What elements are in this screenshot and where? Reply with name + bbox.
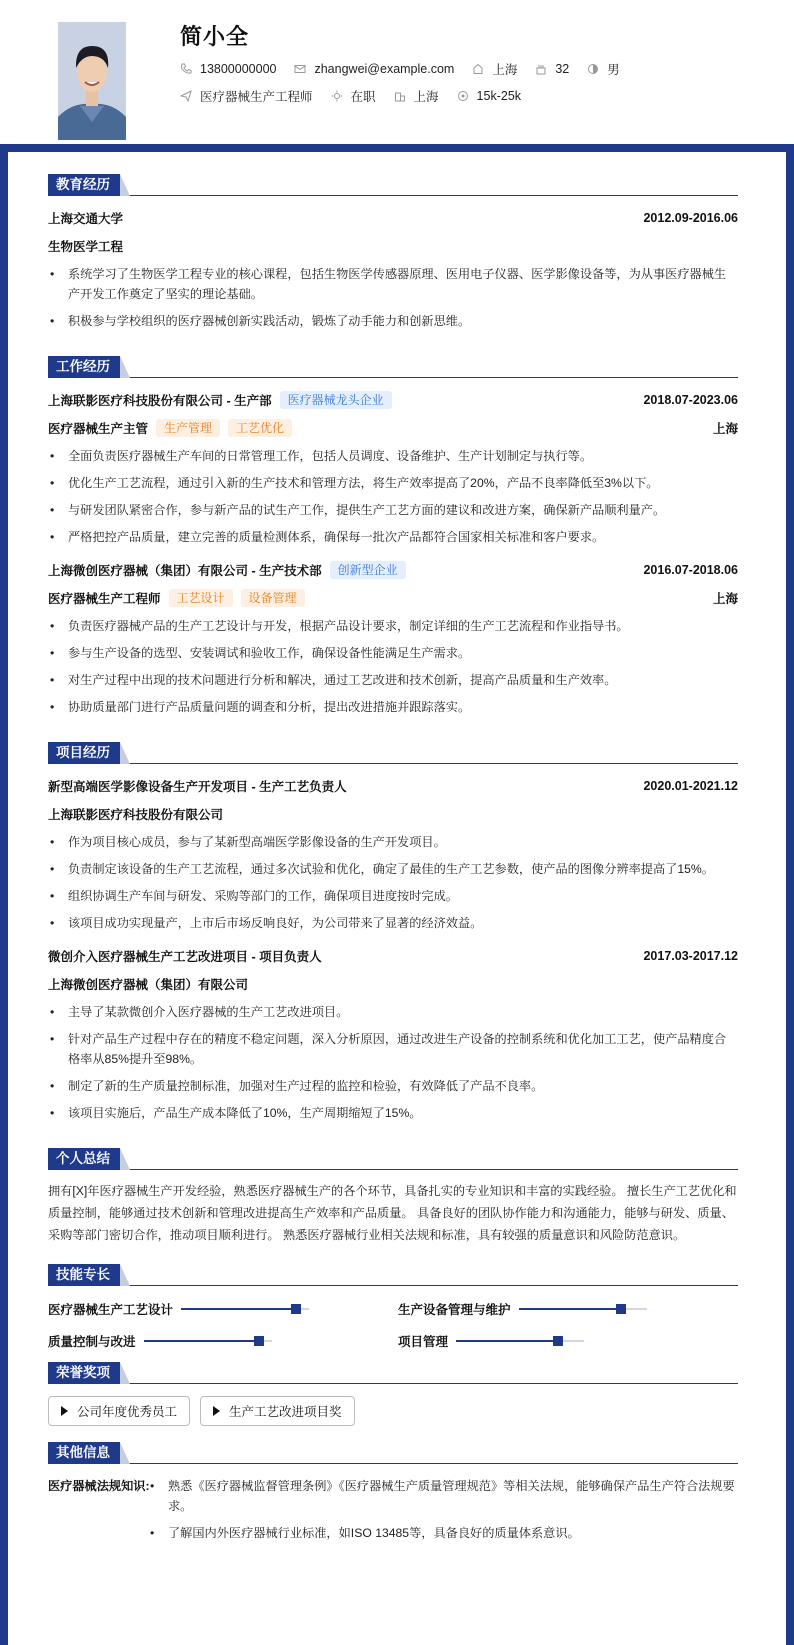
phone-text: 13800000000	[200, 62, 277, 76]
work-date: 2016.07-2018.06	[643, 563, 738, 577]
section-title: 其他信息	[48, 1442, 120, 1464]
work-date: 2018.07-2023.06	[643, 393, 738, 407]
city-icon	[394, 90, 406, 102]
target-city-text: 上海	[413, 90, 439, 104]
list-item: • 制定了新的生产质量控制标准，加强对生产过程的监控和检验，有效降低了产品不良率。	[48, 1076, 738, 1096]
education-section-header	[48, 172, 738, 196]
list-item: • 熟悉《医疗器械监督管理条例》《医疗器械生产质量管理规范》等相关法规，能够确保产品生产符合法规要求。	[148, 1476, 738, 1516]
salary-item	[457, 89, 521, 103]
role-name: 医疗器械生产工程师	[48, 592, 161, 606]
email-text: zhangwei@example.com	[314, 62, 455, 76]
contact-row	[180, 60, 638, 78]
resume-header	[0, 0, 794, 150]
play-icon	[213, 1406, 220, 1416]
gender-item	[587, 60, 620, 78]
section-title: 荣誉奖项	[48, 1362, 120, 1384]
resume-body	[48, 172, 738, 1550]
role-name: 医疗器械生产主管	[48, 422, 149, 436]
salary-text: 15k-25k	[476, 89, 522, 103]
other-bullets	[148, 1476, 738, 1550]
list-item: • 积极参与学校组织的医疗器械创新实践活动，锻炼了动手能力和创新思维。	[48, 311, 738, 331]
skill-fill	[519, 1308, 621, 1310]
list-item: • 作为项目核心成员，参与了某新型高端医学影像设备的生产开发项目。	[48, 832, 738, 852]
summary-section-header	[48, 1146, 738, 1170]
work-city: 上海	[712, 422, 738, 436]
award-label: 公司年度优秀员工	[77, 1405, 178, 1419]
section-title: 项目经历	[48, 742, 120, 764]
skill-item	[398, 1300, 647, 1318]
skill-knob	[291, 1304, 301, 1314]
work-city: 上海	[712, 592, 738, 606]
age-icon	[535, 63, 547, 75]
section-title: 教育经历	[48, 174, 120, 196]
play-icon	[61, 1406, 68, 1416]
skill-item	[48, 1332, 272, 1350]
mail-icon	[294, 63, 306, 75]
project-date: 2020.01-2021.12	[643, 779, 738, 793]
education-date: 2012.09-2016.06	[643, 211, 738, 225]
list-item: • 协助质量部门进行产品质量问题的调查和分析，提出改进措施并跟踪落实。	[48, 697, 738, 717]
award-label: 生产工艺改进项目奖	[229, 1405, 342, 1419]
city-item	[472, 60, 517, 78]
section-title: 技能专长	[48, 1264, 120, 1286]
skill-bar	[144, 1340, 272, 1342]
work-section-header	[48, 354, 738, 378]
project-bullets	[48, 832, 738, 933]
skill-tag: 工艺优化	[228, 419, 292, 437]
list-item: • 了解国内外医疗器械行业标准，如ISO 13485等，具备良好的质量体系意识。	[148, 1523, 738, 1543]
section-title: 个人总结	[48, 1148, 120, 1170]
avatar	[58, 22, 126, 140]
skill-fill	[456, 1340, 558, 1342]
status-icon	[331, 90, 343, 102]
project-company-row	[48, 804, 738, 824]
education-school-row	[48, 208, 738, 228]
awards-list	[48, 1396, 738, 1426]
project-section-header	[48, 740, 738, 764]
list-item: • 优化生产工艺流程，通过引入新的生产技术和管理方法，将生产效率提高了20%，产品不良率降低至3%以下。	[48, 473, 738, 493]
skill-bar	[519, 1308, 647, 1310]
list-item: • 主导了某款微创介入医疗器械的生产工艺改进项目。	[48, 1002, 738, 1022]
skill-name: 生产设备管理与维护	[398, 1303, 511, 1317]
company-tag: 医疗器械龙头企业	[280, 391, 392, 409]
candidate-name: 简小全	[180, 24, 250, 49]
section-title: 工作经历	[48, 356, 120, 378]
project-title: 微创介入医疗器械生产工艺改进项目 - 项目负责人	[48, 950, 322, 964]
skill-knob	[553, 1336, 563, 1346]
gender-icon	[587, 63, 599, 75]
skill-name: 医疗器械生产工艺设计	[48, 1303, 174, 1317]
skill-bar	[181, 1308, 309, 1310]
position-text: 医疗器械生产工程师	[200, 90, 313, 104]
status-item	[331, 87, 376, 105]
work-company-row	[48, 390, 738, 410]
skills-grid	[48, 1298, 738, 1354]
skill-fill	[181, 1308, 296, 1310]
status-text: 在职	[350, 90, 376, 104]
education-major-row	[48, 236, 738, 256]
list-item: • 负责医疗器械产品的生产工艺设计与开发，根据产品设计要求，制定详细的生产工艺流程和作业指导书。	[48, 616, 738, 636]
email-item	[294, 62, 454, 76]
skills-section-header	[48, 1262, 738, 1286]
location-icon	[472, 63, 484, 75]
list-item: • 负责制定该设备的生产工艺流程，通过多次试验和优化，确定了最佳的生产工艺参数，使产品的图像分辨率提高了15%。	[48, 859, 738, 879]
summary-text: 拥有[X]年医疗器械生产开发经验，熟悉医疗器械生产的各个环节，具备扎实的专业知识和丰富的实践经验。 擅长生产工艺优化和质量控制，能够通过技术创新和管理改进提高生产效率和产品质量。 具备良好的团队协作能力和沟通能力，能够与研发、质量、采购等部门密切合作，推动项目顺利进行。 熟悉医疗器械行业相关法规和标准，具有较强的质量意识和风险防范意识。	[48, 1184, 737, 1242]
project-title-row	[48, 946, 738, 966]
header-divider	[0, 144, 794, 152]
skill-fill	[144, 1340, 259, 1342]
skill-name: 质量控制与改进	[48, 1335, 136, 1349]
other-label: 医疗器械法规知识:	[48, 1479, 150, 1493]
project-title: 新型高端医学影像设备生产开发项目 - 生产工艺负责人	[48, 780, 347, 794]
age-item	[535, 62, 569, 76]
list-item: • 全面负责医疗器械生产车间的日常管理工作，包括人员调度、设备维护、生产计划制定与执行等。	[48, 446, 738, 466]
age-text: 32	[555, 62, 570, 76]
project-company-row	[48, 974, 738, 994]
list-item: • 针对产品生产过程中存在的精度不稳定问题，深入分析原因，通过改进生产设备的控制系统和优化加工工艺，使产品精度合格率从85%提升至98%。	[48, 1029, 738, 1069]
skill-tag: 工艺设计	[169, 589, 233, 607]
project-company: 上海联影医疗科技股份有限公司	[48, 808, 224, 822]
target-city-item	[394, 87, 439, 105]
list-item: • 与研发团队紧密合作，参与新产品的试生产工作，提供生产工艺方面的建议和改进方案，确保新产品顺利量产。	[48, 500, 738, 520]
list-item: • 该项目实施后，产品生产成本降低了10%，生产周期缩短了15%。	[48, 1103, 738, 1123]
project-date: 2017.03-2017.12	[643, 949, 738, 963]
city-text: 上海	[492, 63, 518, 77]
school-name: 上海交通大学	[48, 212, 124, 226]
work-bullets	[48, 446, 738, 547]
education-bullets	[48, 264, 738, 331]
project-title-row	[48, 776, 738, 796]
skill-tag: 设备管理	[241, 589, 305, 607]
left-frame-bar	[0, 0, 8, 1645]
right-frame-bar	[786, 150, 794, 1645]
list-item: • 组织协调生产车间与研发、采购等部门的工作，确保项目进度按时完成。	[48, 886, 738, 906]
project-company: 上海微创医疗器械（集团）有限公司	[48, 978, 249, 992]
list-item: • 参与生产设备的选型、安装调试和验收工作，确保设备性能满足生产需求。	[48, 643, 738, 663]
list-item: • 系统学习了生物医学工程专业的核心课程，包括生物医学传感器原理、医用电子仪器、医学影像设备等，为从事医疗器械生产开发工作奠定了坚实的理论基础。	[48, 264, 738, 304]
skill-knob	[254, 1336, 264, 1346]
skill-item	[398, 1332, 584, 1350]
company-name: 上海联影医疗科技股份有限公司 - 生产部	[48, 394, 272, 408]
award-item	[200, 1396, 355, 1426]
work-role-row	[48, 588, 738, 608]
phone-item	[180, 62, 276, 76]
skill-knob	[616, 1304, 626, 1314]
salary-icon	[457, 90, 469, 102]
major-name: 生物医学工程	[48, 240, 124, 254]
skill-bar	[456, 1340, 584, 1342]
list-item: • 该项目成功实现量产，上市后市场反响良好，为公司带来了显著的经济效益。	[48, 913, 738, 933]
awards-section-header	[48, 1360, 738, 1384]
position-item	[180, 87, 313, 105]
list-item: • 严格把控产品质量，建立完善的质量检测体系，确保每一批次产品都符合国家相关标准和客户要求。	[48, 527, 738, 547]
gender-text: 男	[607, 63, 620, 77]
skill-name: 项目管理	[398, 1335, 449, 1349]
phone-icon	[180, 63, 192, 75]
award-item	[48, 1396, 190, 1426]
project-bullets	[48, 1002, 738, 1123]
other-info	[48, 1476, 738, 1550]
job-intent-row	[180, 87, 539, 105]
company-name: 上海微创医疗器械（集团）有限公司 - 生产技术部	[48, 564, 322, 578]
skill-tag: 生产管理	[156, 419, 220, 437]
company-tag: 创新型企业	[330, 561, 406, 579]
work-company-row	[48, 560, 738, 580]
other-section-header	[48, 1440, 738, 1464]
list-item: • 对生产过程中出现的技术问题进行分析和解决，通过工艺改进和技术创新，提高产品质量和生产效率。	[48, 670, 738, 690]
position-icon	[180, 90, 192, 102]
work-role-row	[48, 418, 738, 438]
work-bullets	[48, 616, 738, 717]
skill-item	[48, 1300, 309, 1318]
